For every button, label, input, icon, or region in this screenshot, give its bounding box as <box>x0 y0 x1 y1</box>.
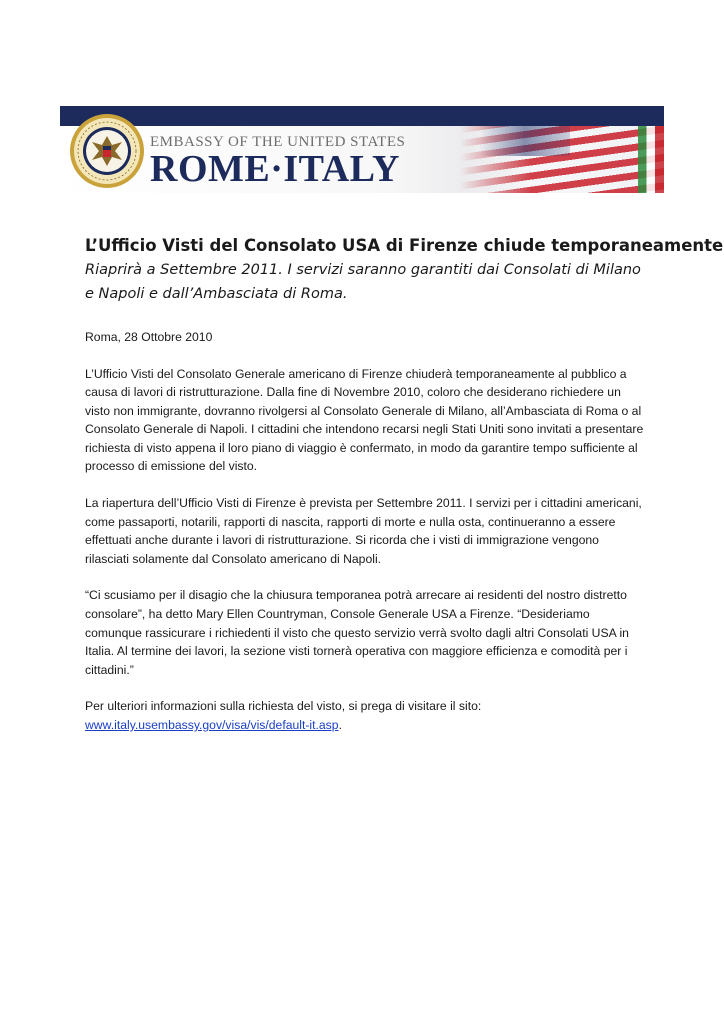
info-text: Per ulteriori informazioni sulla richiesta del visto, si prega di visitare il sito: <box>85 699 482 714</box>
body-paragraph: L’Ufficio Visti del Consolato Generale americano di Firenze chiuderà temporaneamente al pubblico a causa di lavori di ristrutturazione. Dalla fine di Novembre 2010, coloro che desiderano richiedere un visto non immigrante, dovranno rivolgersi al Consolato Generale di Milano, all’Ambasciata di Roma o al Consolato Generale di Napoli. I cittadini che intendono recarsi negli Stati Uniti sono invitati a presentare richiesta di visto appena il loro piano di viaggio è confermato, in modo da garantire tempo sufficiente al processo di emissione del visto. <box>85 366 644 474</box>
article-dateline: Roma, 28 Ottobre 2010 <box>85 330 213 344</box>
info-paragraph <box>85 697 645 734</box>
visa-info-link[interactable]: www.italy.usembassy.gov/visa/vis/default-it.asp <box>85 718 339 732</box>
us-flag-canton <box>480 126 570 156</box>
body-paragraph: La riapertura dell’Ufficio Visti di Firenze è prevista per Settembre 2011. I servizi per i cittadini americani, come passaporti, notarili, rapporti di nascita, rapporti di morte e nulla osta, continueranno a essere effettuati anche durante i lavori di ristrutturazione. Si ricorda che i visti di immigrazione vengono rilasciati solamente dal Consolato americano di Napoli. <box>85 496 642 566</box>
banner-embassy-text: EMBASSY OF THE UNITED STATES <box>150 134 406 150</box>
body-paragraph: “Ci scusiamo per il disagio che la chiusura temporanea potrà arrecare ai residenti del nostro distretto consolare”, ha detto Mary Ellen Countryman, Console Generale USA a Firenze. “Desideriamo comunque rassicurare i richiedenti il visto che questo servizio verrà svolto dagli altri Consolati USA in Italia. Al termine dei lavori, la sezione visti tornerà operativa con maggiore efficienza e comodità per i cittadini.” <box>85 588 629 677</box>
article-subtitle: Riaprirà a Settembre 2011. I servizi saranno garantiti dai Consolati di Milano e Napoli e dall’Ambasciata di Roma. <box>85 262 641 302</box>
banner-top-bar <box>60 106 664 126</box>
article-title: L’Ufficio Visti del Consolato USA di Firenze chiude temporaneamente <box>85 236 724 255</box>
press-release <box>85 234 724 735</box>
italy-flag <box>638 126 664 193</box>
banner-city-text: ROME·ITALY <box>150 148 400 190</box>
embassy-banner <box>60 106 664 193</box>
us-embassy-seal-icon <box>68 112 146 190</box>
link-suffix: . <box>338 718 342 732</box>
